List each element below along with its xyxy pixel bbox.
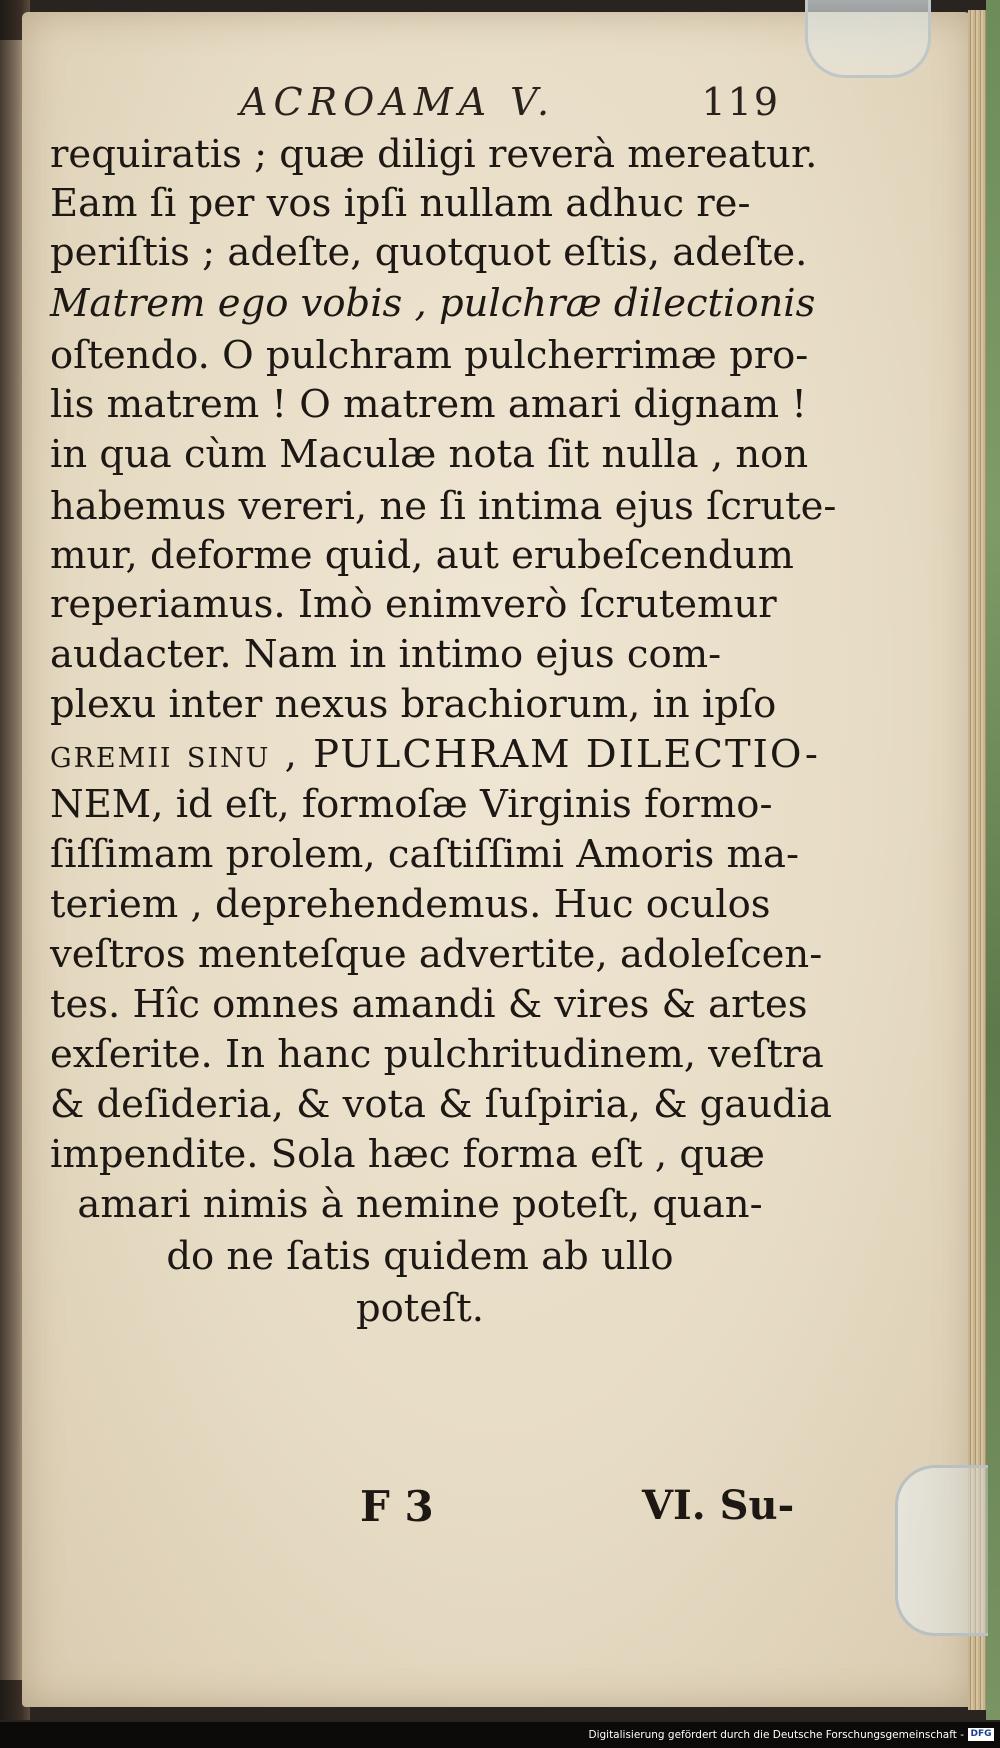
text-line: requiratis ; quæ diligi reverà mereatur. (50, 132, 818, 177)
text-line: poteſt. (355, 1286, 485, 1331)
text-line: reperiamus. Imò enimverò ſcrutemur (50, 582, 777, 627)
text-line: audacter. Nam in intimo ejus com- (50, 632, 722, 677)
catchword: VI. Su- (642, 1482, 795, 1529)
text-line: mur, deforme quid, aut erubeſcendum (50, 533, 794, 578)
page-clip-side-icon (895, 1465, 988, 1636)
text-line: exſerite. In hanc pulchritudinem, veſtra (50, 1032, 824, 1077)
text-line: habemus vereri, ne ſi intima ejus ſcrute- (50, 484, 837, 529)
text-line: do ne ſatis quidem ab ullo (166, 1234, 674, 1279)
text-line: veſtros menteſque advertite, adoleſcen- (50, 932, 823, 977)
text-line: NEM, id eſt, formoſæ Virginis formo- (50, 782, 773, 827)
running-head-title: ACROAMA V. (240, 80, 556, 124)
text-line: lis matrem ! O matrem amari dignam ! (50, 382, 807, 427)
text-line: in qua cùm Maculæ nota ſit nulla , non (50, 432, 809, 477)
text-line: Matrem ego vobis , pulchræ dilectionis (50, 281, 816, 326)
text-line: Eam ſi per vos ipſi nullam adhuc re- (50, 181, 751, 226)
signature-mark: F 3 (360, 1482, 434, 1531)
text-line: impendite. Sola hæc forma eſt , quæ (50, 1132, 765, 1177)
text-line: plexu inter nexus brachiorum, in ipſo (50, 682, 777, 727)
text-line: gremii ſinu , PULCHRAM DILECTIO- (50, 732, 820, 777)
running-head (240, 80, 780, 130)
dfg-logo: DFG (968, 1728, 994, 1741)
text-line: amari nimis à nemine poteſt, quan- (77, 1182, 763, 1227)
cover-edge (986, 0, 1000, 1720)
text-line: & deſideria, & vota & ſuſpiria, & gaudia (50, 1082, 832, 1127)
text-line: teriem , deprehendemus. Huc oculos (50, 882, 771, 927)
text-line: oſtendo. O pulchram pulcherrimæ pro- (50, 333, 809, 378)
digitization-credit: Digitalisierung gefördert durch die Deutsche Forschungsgemeinschaft - (588, 1729, 964, 1741)
text-line: ſiſſimam prolem, caſtiſſimi Amoris ma- (50, 832, 799, 877)
text-line: periſtis ; adeſte, quotquot eſtis, adeſte. (50, 230, 808, 275)
page-stack-edge (968, 10, 988, 1710)
text-line: tes. Hîc omnes amandi & vires & artes (50, 982, 808, 1027)
page-clip-top-icon (805, 0, 931, 78)
page-number: 119 (701, 80, 780, 124)
